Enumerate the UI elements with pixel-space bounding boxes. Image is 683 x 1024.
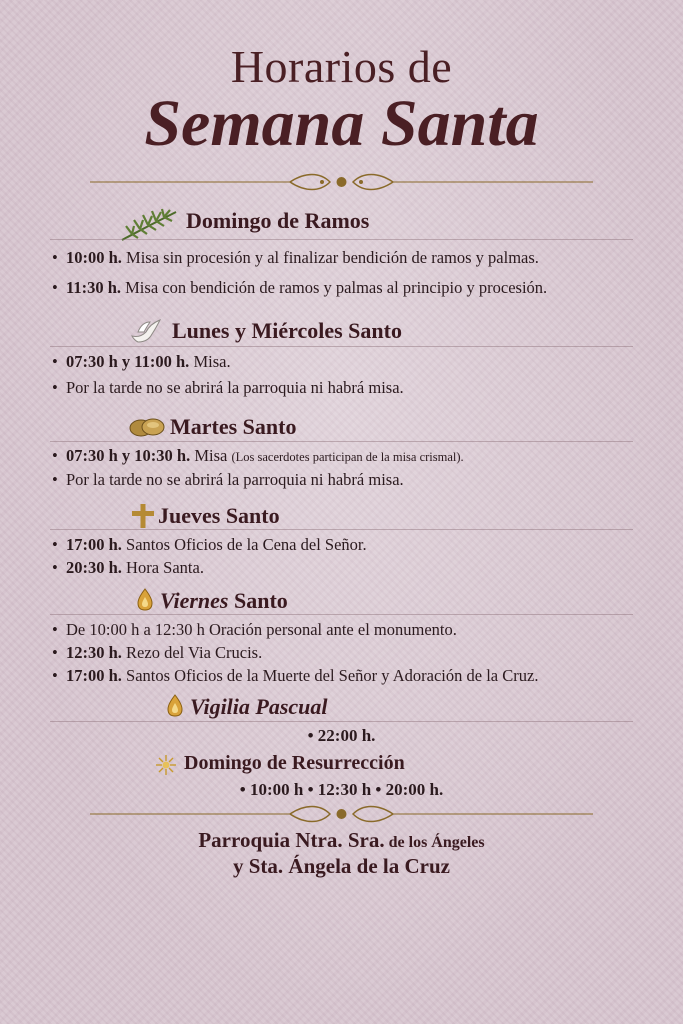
list-item: • 17:00 h. Santos Oficios de la Cena del Señor.	[52, 535, 367, 554]
holy-oils-icon	[128, 416, 166, 438]
footer-line2: y Sta. Ángela de la Cruz	[233, 854, 450, 878]
ornament-divider-top	[90, 172, 593, 192]
list-item: • 20:30 h. Hora Santa.	[52, 558, 204, 577]
list-item: • 10:00 h. Misa sin procesión y al finalizar bendición de ramos y palmas.	[52, 248, 539, 267]
list-item: • Por la tarde no se abrirá la parroquia ni habrá misa.	[52, 470, 404, 489]
title-line2: Semana Santa	[144, 87, 539, 160]
heading-domingo-ramos: Domingo de Ramos	[186, 208, 370, 233]
list-item: • 12:30 h. Rezo del Via Crucis.	[52, 643, 263, 662]
list-item: • De 10:00 h a 12:30 h Oración personal ante el monumento.	[52, 620, 457, 639]
star-icon	[156, 755, 176, 775]
resurreccion-times: • 10:00 h • 12:30 h • 20:00 h.	[239, 780, 444, 799]
vigilia-times: • 22:00 h.	[307, 726, 376, 745]
list-item: • 07:30 h y 10:30 h. Misa (Los sacerdotes participan de la misa crismal).	[52, 446, 464, 465]
section-rule	[50, 441, 633, 442]
dove-icon	[130, 318, 162, 344]
heading-martes: Martes Santo	[170, 414, 297, 439]
cross-icon	[130, 503, 156, 529]
list-item: • 17:00 h. Santos Oficios de la Muerte del Señor y Adoración de la Cruz.	[52, 666, 539, 685]
section-rule	[50, 529, 633, 530]
list-item: • Por la tarde no se abrirá la parroquia ni habrá misa.	[52, 378, 404, 397]
ornament-divider-bottom	[90, 804, 593, 824]
flame-icon	[136, 588, 154, 612]
heading-jueves: Jueves Santo	[158, 503, 280, 528]
heading-lunes-miercoles: Lunes y Miércoles Santo	[172, 318, 402, 343]
footer-line1: Parroquia Ntra. Sra. de los Ángeles	[198, 828, 485, 852]
section-rule	[50, 239, 633, 240]
list-item: • 11:30 h. Misa con bendición de ramos y palmas al principio y procesión.	[52, 278, 548, 297]
palm-icon	[120, 208, 178, 242]
heading-resurreccion: Domingo de Resurrección	[184, 752, 405, 774]
flame-icon	[166, 694, 184, 718]
heading-vigilia: Vigilia Pascual	[190, 694, 328, 719]
section-rule	[50, 721, 633, 722]
list-item: • 07:30 h y 11:00 h. Misa.	[52, 352, 231, 371]
heading-viernes: Viernes Santo	[160, 588, 288, 613]
section-rule	[50, 346, 633, 347]
section-rule	[50, 614, 633, 615]
title-line1: Horarios de	[230, 41, 453, 92]
